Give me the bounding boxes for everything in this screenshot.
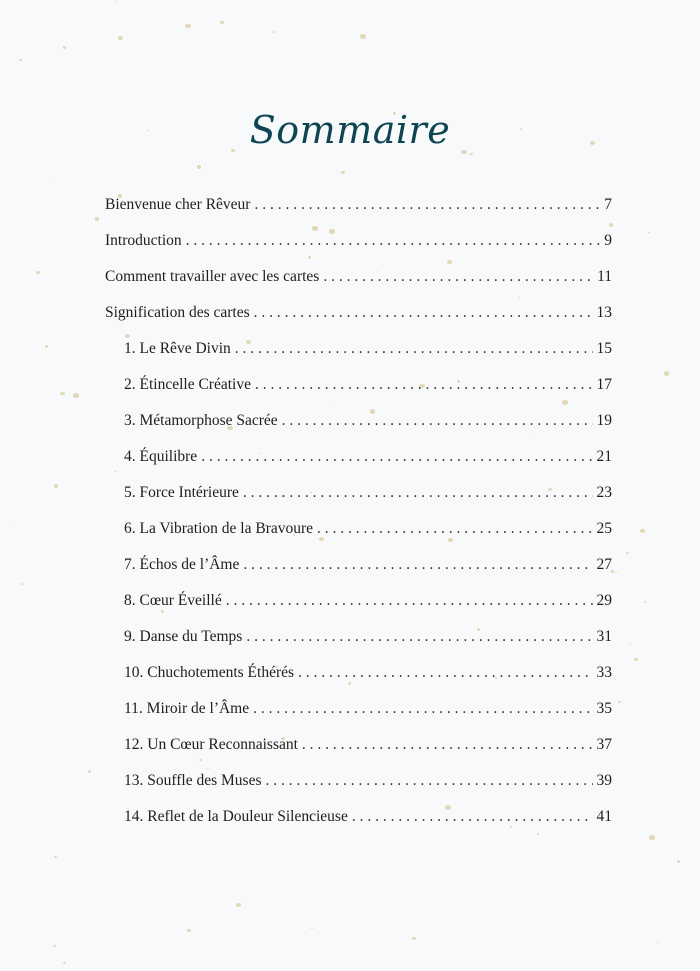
gold-speck	[73, 393, 79, 397]
dot-leader	[298, 664, 592, 682]
toc-page-number: 13	[596, 304, 612, 321]
toc-page-number: 31	[596, 628, 612, 645]
gold-speck	[63, 46, 66, 49]
gold-speck	[360, 34, 366, 39]
toc-page-number: 39	[596, 772, 612, 789]
gold-speck	[21, 583, 24, 585]
dot-leader	[302, 736, 593, 754]
toc-entry[interactable]	[105, 520, 612, 556]
dot-leader	[201, 448, 592, 466]
toc-entry-label: 8. Cœur Éveillé	[124, 592, 222, 609]
gold-speck	[48, 181, 49, 182]
gold-speck	[644, 601, 646, 602]
gold-speck	[88, 770, 91, 773]
gold-speck	[220, 21, 224, 24]
gold-speck	[648, 232, 649, 233]
toc-entry[interactable]	[105, 592, 612, 628]
toc-page-number: 21	[596, 448, 612, 465]
gold-speck	[664, 371, 669, 375]
gold-speck	[115, 1, 117, 2]
gold-speck	[649, 835, 655, 840]
gold-speck	[634, 658, 637, 661]
toc-page-number: 37	[596, 736, 612, 753]
gold-speck	[629, 643, 631, 644]
table-of-contents	[105, 196, 612, 844]
gold-speck	[677, 860, 680, 863]
toc-entry[interactable]	[105, 340, 612, 376]
dot-leader	[282, 412, 593, 430]
gold-speck	[412, 937, 417, 941]
gold-speck	[45, 345, 48, 348]
toc-entry[interactable]	[105, 700, 612, 736]
dot-leader	[254, 196, 600, 214]
toc-entry-label: Signification des cartes	[105, 304, 250, 321]
gold-speck	[311, 928, 313, 929]
toc-page-number: 35	[596, 700, 612, 717]
gold-speck	[341, 171, 345, 174]
toc-entry-label: 4. Équilibre	[124, 448, 198, 465]
toc-entry-label: 6. La Vibration de la Bravoure	[124, 520, 314, 537]
gold-speck	[118, 36, 123, 40]
dot-leader	[226, 592, 593, 610]
gold-speck	[15, 522, 16, 523]
toc-entry-label: 12. Un Cœur Reconnaissant	[124, 736, 298, 753]
toc-entry[interactable]	[105, 232, 612, 268]
dot-leader	[243, 556, 592, 574]
toc-entry-label: Introduction	[105, 232, 182, 249]
gold-speck	[657, 942, 658, 943]
dot-leader	[186, 232, 601, 250]
toc-entry[interactable]	[105, 772, 612, 808]
toc-page-number: 17	[596, 376, 612, 393]
gold-speck	[470, 153, 472, 155]
toc-entry[interactable]	[105, 808, 612, 844]
gold-speck	[54, 856, 57, 858]
gold-speck	[63, 962, 66, 965]
dot-leader	[255, 376, 593, 394]
gold-speck	[640, 529, 645, 533]
toc-page-number: 29	[596, 592, 612, 609]
toc-entry-label: 2. Étincelle Créative	[124, 376, 251, 393]
toc-entry-label: 13. Souffle des Muses	[124, 772, 262, 789]
toc-page-number: 25	[596, 520, 612, 537]
dot-leader	[243, 484, 593, 502]
gold-speck	[36, 271, 39, 274]
toc-entry[interactable]	[105, 556, 612, 592]
gold-speck	[60, 392, 64, 395]
gold-speck	[185, 24, 190, 28]
gold-speck	[54, 484, 58, 487]
dot-leader	[254, 304, 593, 322]
toc-entry[interactable]	[105, 412, 612, 448]
gold-speck	[95, 217, 99, 220]
toc-page-number: 7	[604, 196, 612, 213]
dot-leader	[317, 520, 592, 538]
dot-leader	[266, 772, 593, 790]
toc-entry-label: 1. Le Rêve Divin	[124, 340, 231, 357]
gold-speck	[615, 572, 616, 573]
dot-leader	[323, 268, 593, 286]
gold-speck	[197, 165, 201, 168]
page-title: Sommaire	[249, 108, 451, 152]
toc-entry-label: 5. Force Intérieure	[124, 484, 239, 501]
toc-entry[interactable]	[105, 196, 612, 232]
gold-speck	[19, 59, 22, 61]
toc-page-number: 27	[596, 556, 612, 573]
gold-speck	[618, 701, 621, 704]
gold-speck	[273, 31, 275, 33]
toc-entry-label: 7. Échos de l’Âme	[124, 556, 240, 573]
toc-page-number: 19	[596, 412, 612, 429]
toc-entry-label: Comment travailler avec les cartes	[105, 268, 320, 285]
toc-entry[interactable]	[105, 448, 612, 484]
toc-page-number: 23	[596, 484, 612, 501]
toc-entry-label: 14. Reflet de la Douleur Silencieuse	[124, 808, 348, 825]
toc-entry[interactable]	[105, 268, 612, 304]
dot-leader	[246, 628, 592, 646]
toc-entry-label: 9. Danse du Temps	[124, 628, 243, 645]
dot-leader	[352, 808, 593, 826]
toc-entry[interactable]	[105, 628, 612, 664]
toc-page-number: 15	[596, 340, 612, 357]
toc-entry-label: 10. Chuchotements Éthérés	[124, 664, 295, 681]
toc-entry[interactable]	[105, 484, 612, 520]
dot-leader	[253, 700, 592, 718]
toc-page-number: 9	[604, 232, 612, 249]
toc-page-number: 33	[596, 664, 612, 681]
gold-speck	[53, 945, 56, 948]
toc-entry-label: 3. Métamorphose Sacrée	[124, 412, 278, 429]
toc-entry[interactable]	[105, 736, 612, 772]
dot-leader	[235, 340, 593, 358]
toc-entry[interactable]	[105, 664, 612, 700]
toc-entry[interactable]	[105, 376, 612, 412]
toc-page-number: 41	[596, 808, 612, 825]
toc-entry-label: 11. Miroir de l’Âme	[124, 700, 250, 717]
toc-page-number: 11	[597, 268, 612, 285]
toc-entry[interactable]	[105, 304, 612, 340]
gold-speck	[187, 929, 192, 933]
toc-entry-label: Bienvenue cher Rêveur	[105, 196, 251, 213]
gold-speck	[626, 552, 629, 554]
gold-speck	[236, 903, 241, 907]
